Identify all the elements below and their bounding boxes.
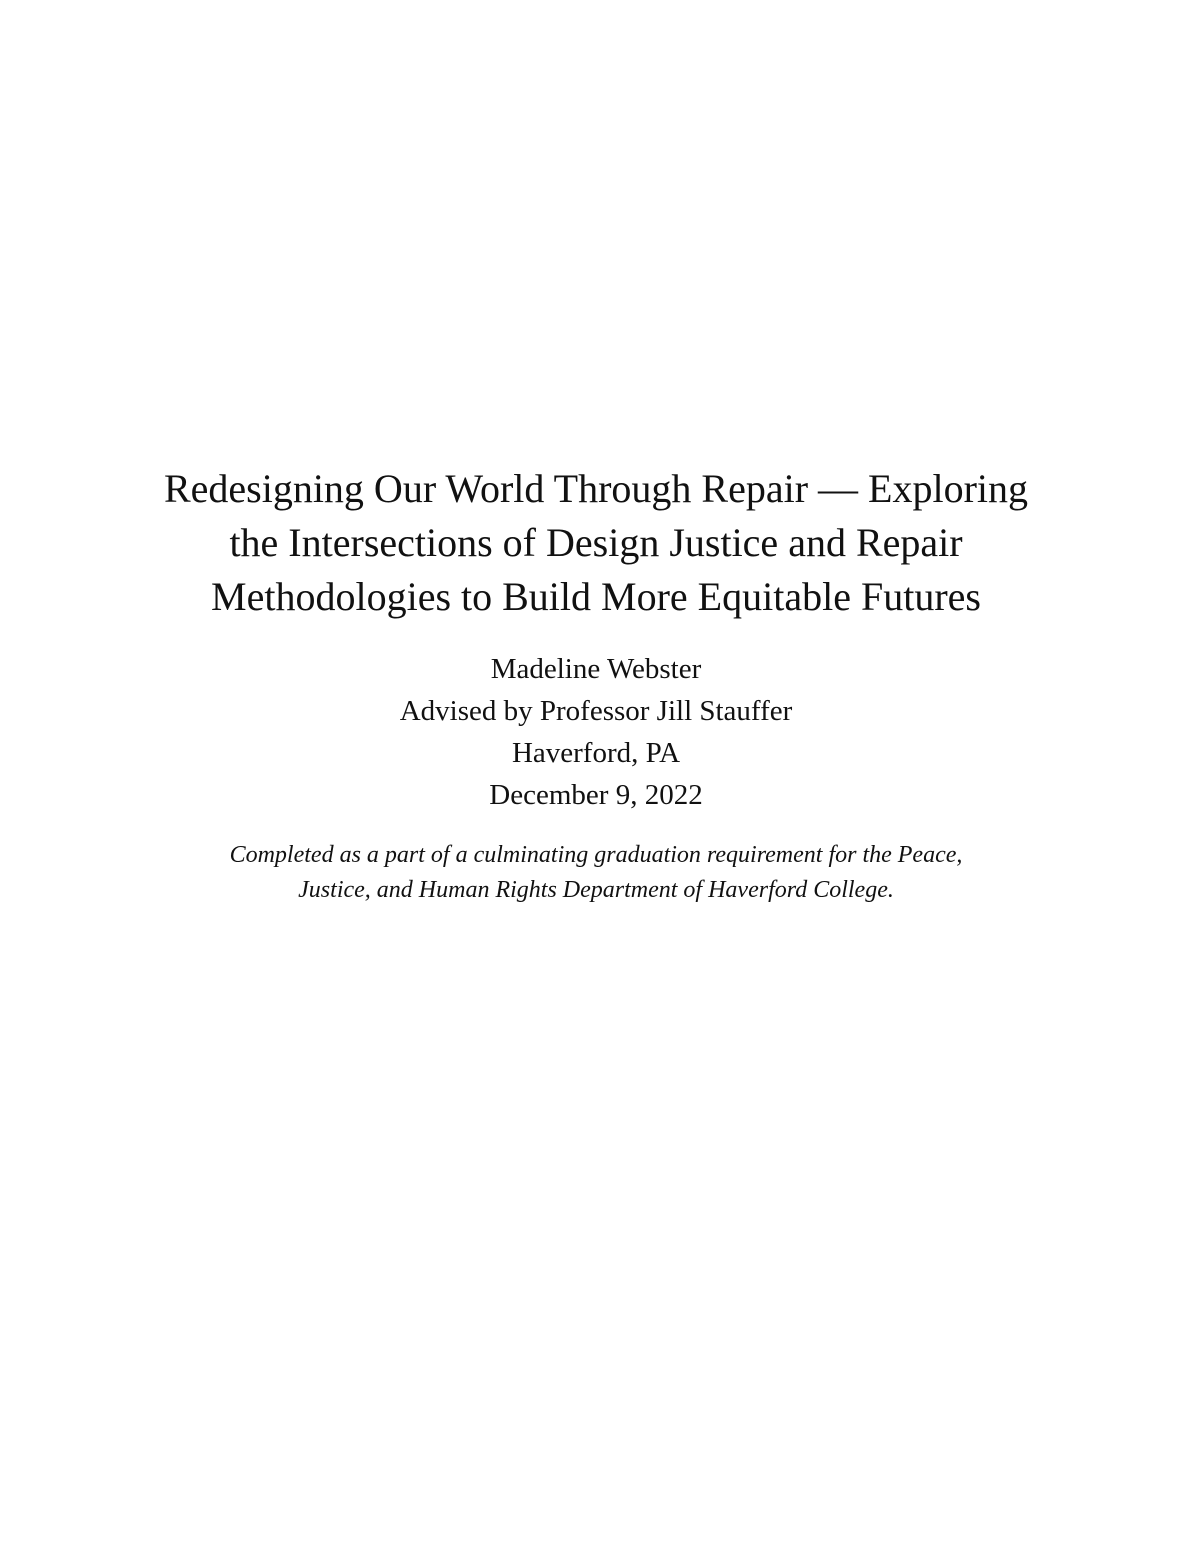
title-line: Redesigning Our World Through Repair — Exploring [163,466,1029,511]
date: December 9, 2022 [489,779,703,811]
author-name: Madeline Webster [490,653,702,685]
title-line: Methodologies to Build More Equitable Futures [211,574,981,619]
author-info [100,648,1092,816]
completion-note [100,838,1092,908]
location: Haverford, PA [511,737,681,769]
note-line: Completed as a part of a culminating graduation requirement for the Peace, [229,842,963,868]
document-title [100,462,1092,624]
note-line: Justice, and Human Rights Department of Haverford College. [298,877,894,903]
title-line: the Intersections of Design Justice and Repair [229,520,963,565]
advisor-name: Advised by Professor Jill Stauffer [399,695,793,727]
